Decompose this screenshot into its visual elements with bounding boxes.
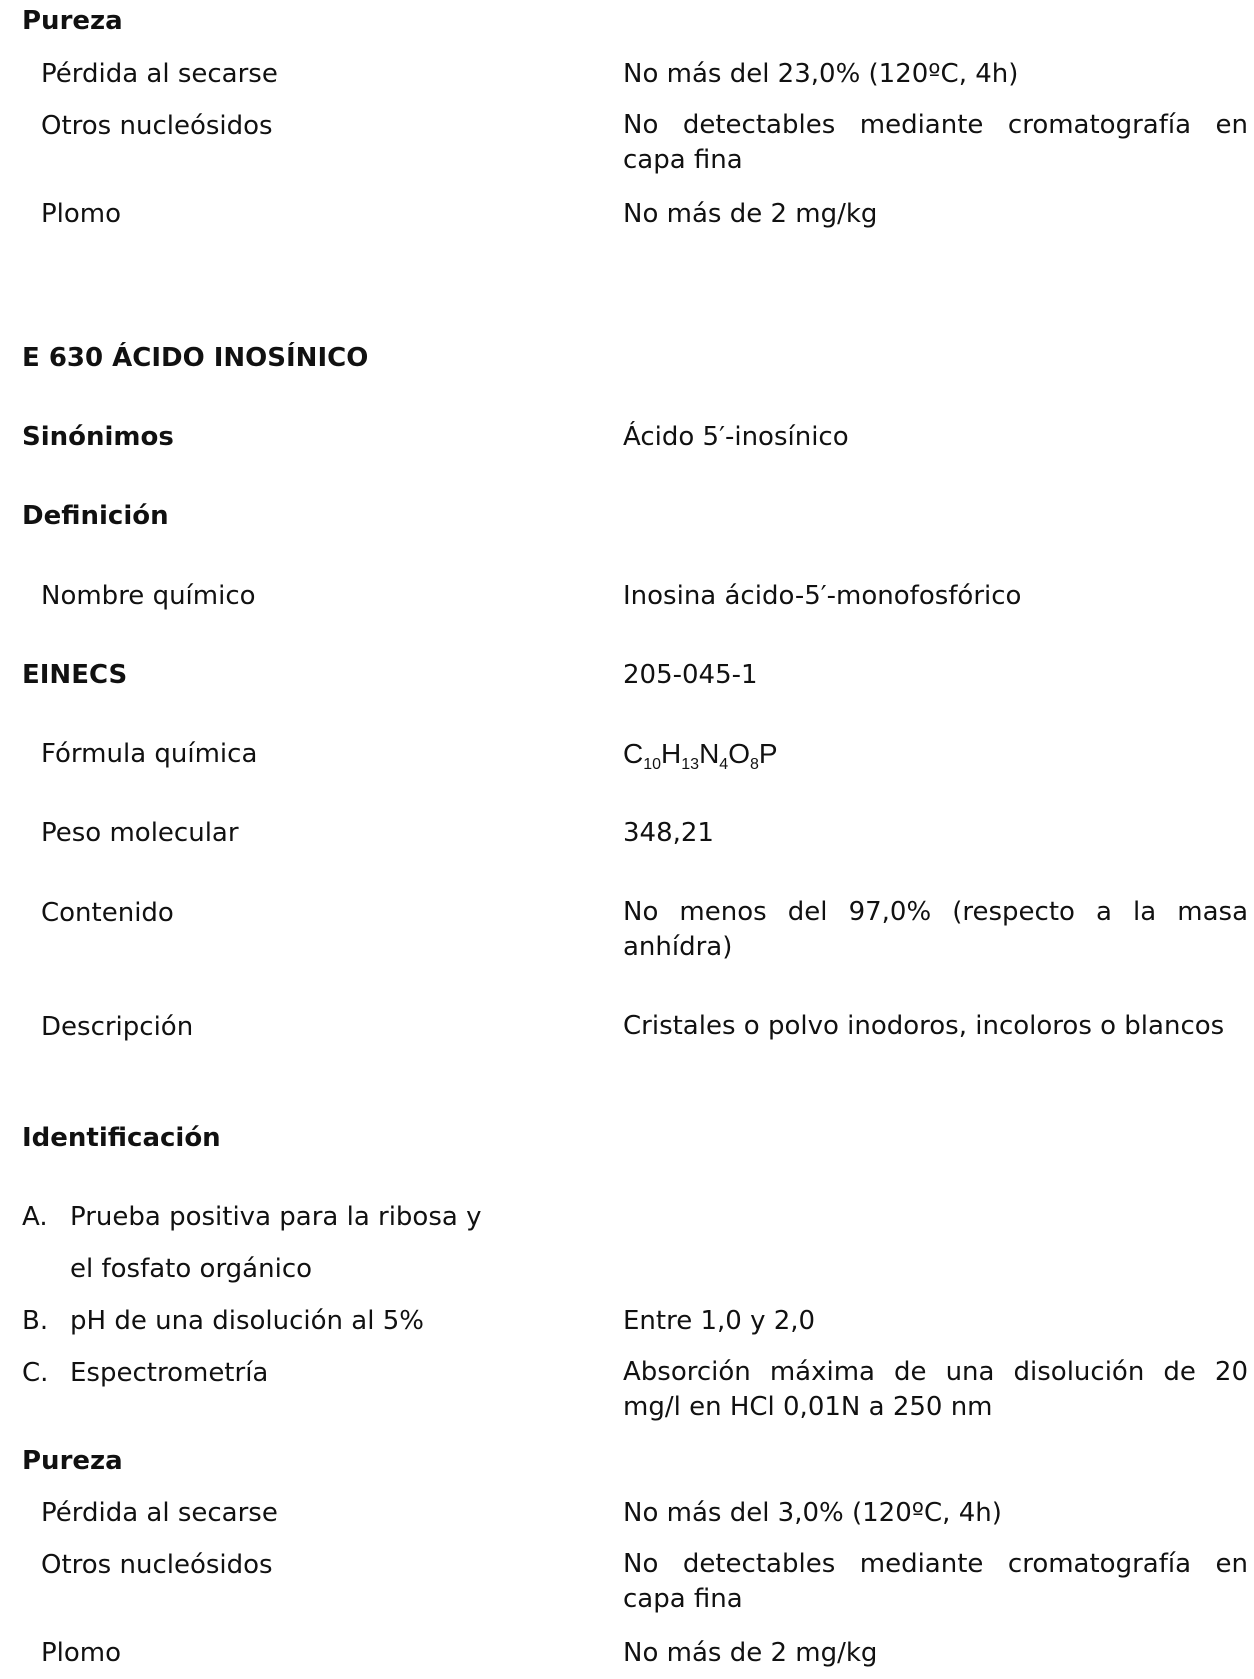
purity-heading-2: Pureza (22, 1446, 123, 1476)
definition-heading: Definición (22, 501, 169, 531)
other-nucleosides-label-2: Otros nucleósidos (41, 1550, 273, 1580)
lead-label: Plomo (41, 199, 122, 229)
description-value: Cristales o polvo inodoros, incoloros o blancos (623, 1011, 1225, 1041)
identification-item-b-value: Entre 1,0 y 2,0 (623, 1306, 816, 1336)
identification-item-b-letter: B. (22, 1306, 49, 1336)
molecular-weight-value: 348,21 (623, 818, 714, 848)
molecular-weight-label: Peso molecular (41, 818, 239, 848)
identification-item-c-letter: C. (22, 1358, 49, 1388)
chemical-formula-label: Fórmula química (41, 739, 258, 769)
identification-item-c-text: Espectrometría (70, 1358, 269, 1388)
identification-item-c-value: Absorción máxima de una disolución de 20 mg/l en HCl 0,01N a 250 nm (623, 1357, 1248, 1422)
description-label: Descripción (41, 1012, 194, 1042)
loss-on-drying-value-2: No más del 3,0% (120ºC, 4h) (623, 1498, 1002, 1528)
chemical-name-value: Inosina ácido-5′-monofosfórico (623, 581, 1022, 611)
purity-heading: Pureza (22, 6, 123, 36)
lead-label-2: Plomo (41, 1638, 122, 1668)
other-nucleosides-value: No detectables mediante cromatografía en capa fina (623, 110, 1248, 175)
identification-item-a-letter: A. (22, 1202, 48, 1232)
additive-title: E 630 ÁCIDO INOSÍNICO (22, 343, 369, 373)
chemical-name-label: Nombre químico (41, 581, 256, 611)
synonyms-label: Sinónimos (22, 422, 174, 452)
other-nucleosides-label: Otros nucleósidos (41, 111, 273, 141)
einecs-label: EINECS (22, 660, 128, 690)
lead-value-2: No más de 2 mg/kg (623, 1638, 878, 1668)
loss-on-drying-value: No más del 23,0% (120ºC, 4h) (623, 59, 1019, 89)
loss-on-drying-label: Pérdida al secarse (41, 59, 278, 89)
other-nucleosides-value-2: No detectables mediante cromatografía en capa fina (623, 1549, 1248, 1614)
synonyms-value: Ácido 5′-inosínico (623, 422, 849, 452)
identification-item-a-text: Prueba positiva para la ribosa y (70, 1202, 482, 1232)
identification-item-b-text: pH de una disolución al 5% (70, 1306, 424, 1336)
loss-on-drying-label-2: Pérdida al secarse (41, 1498, 278, 1528)
identification-heading: Identificación (22, 1123, 221, 1153)
identification-item-a-text-line2: el fosfato orgánico (70, 1254, 313, 1284)
content-value: No menos del 97,0% (respecto a la masa anhídra) (623, 897, 1248, 962)
content-label: Contenido (41, 898, 174, 928)
chemical-formula-value: $C_{10}H_{13}N_4O_8P$ (623, 738, 778, 773)
einecs-value: 205-045-1 (623, 660, 758, 690)
lead-value: No más de 2 mg/kg (623, 199, 878, 229)
